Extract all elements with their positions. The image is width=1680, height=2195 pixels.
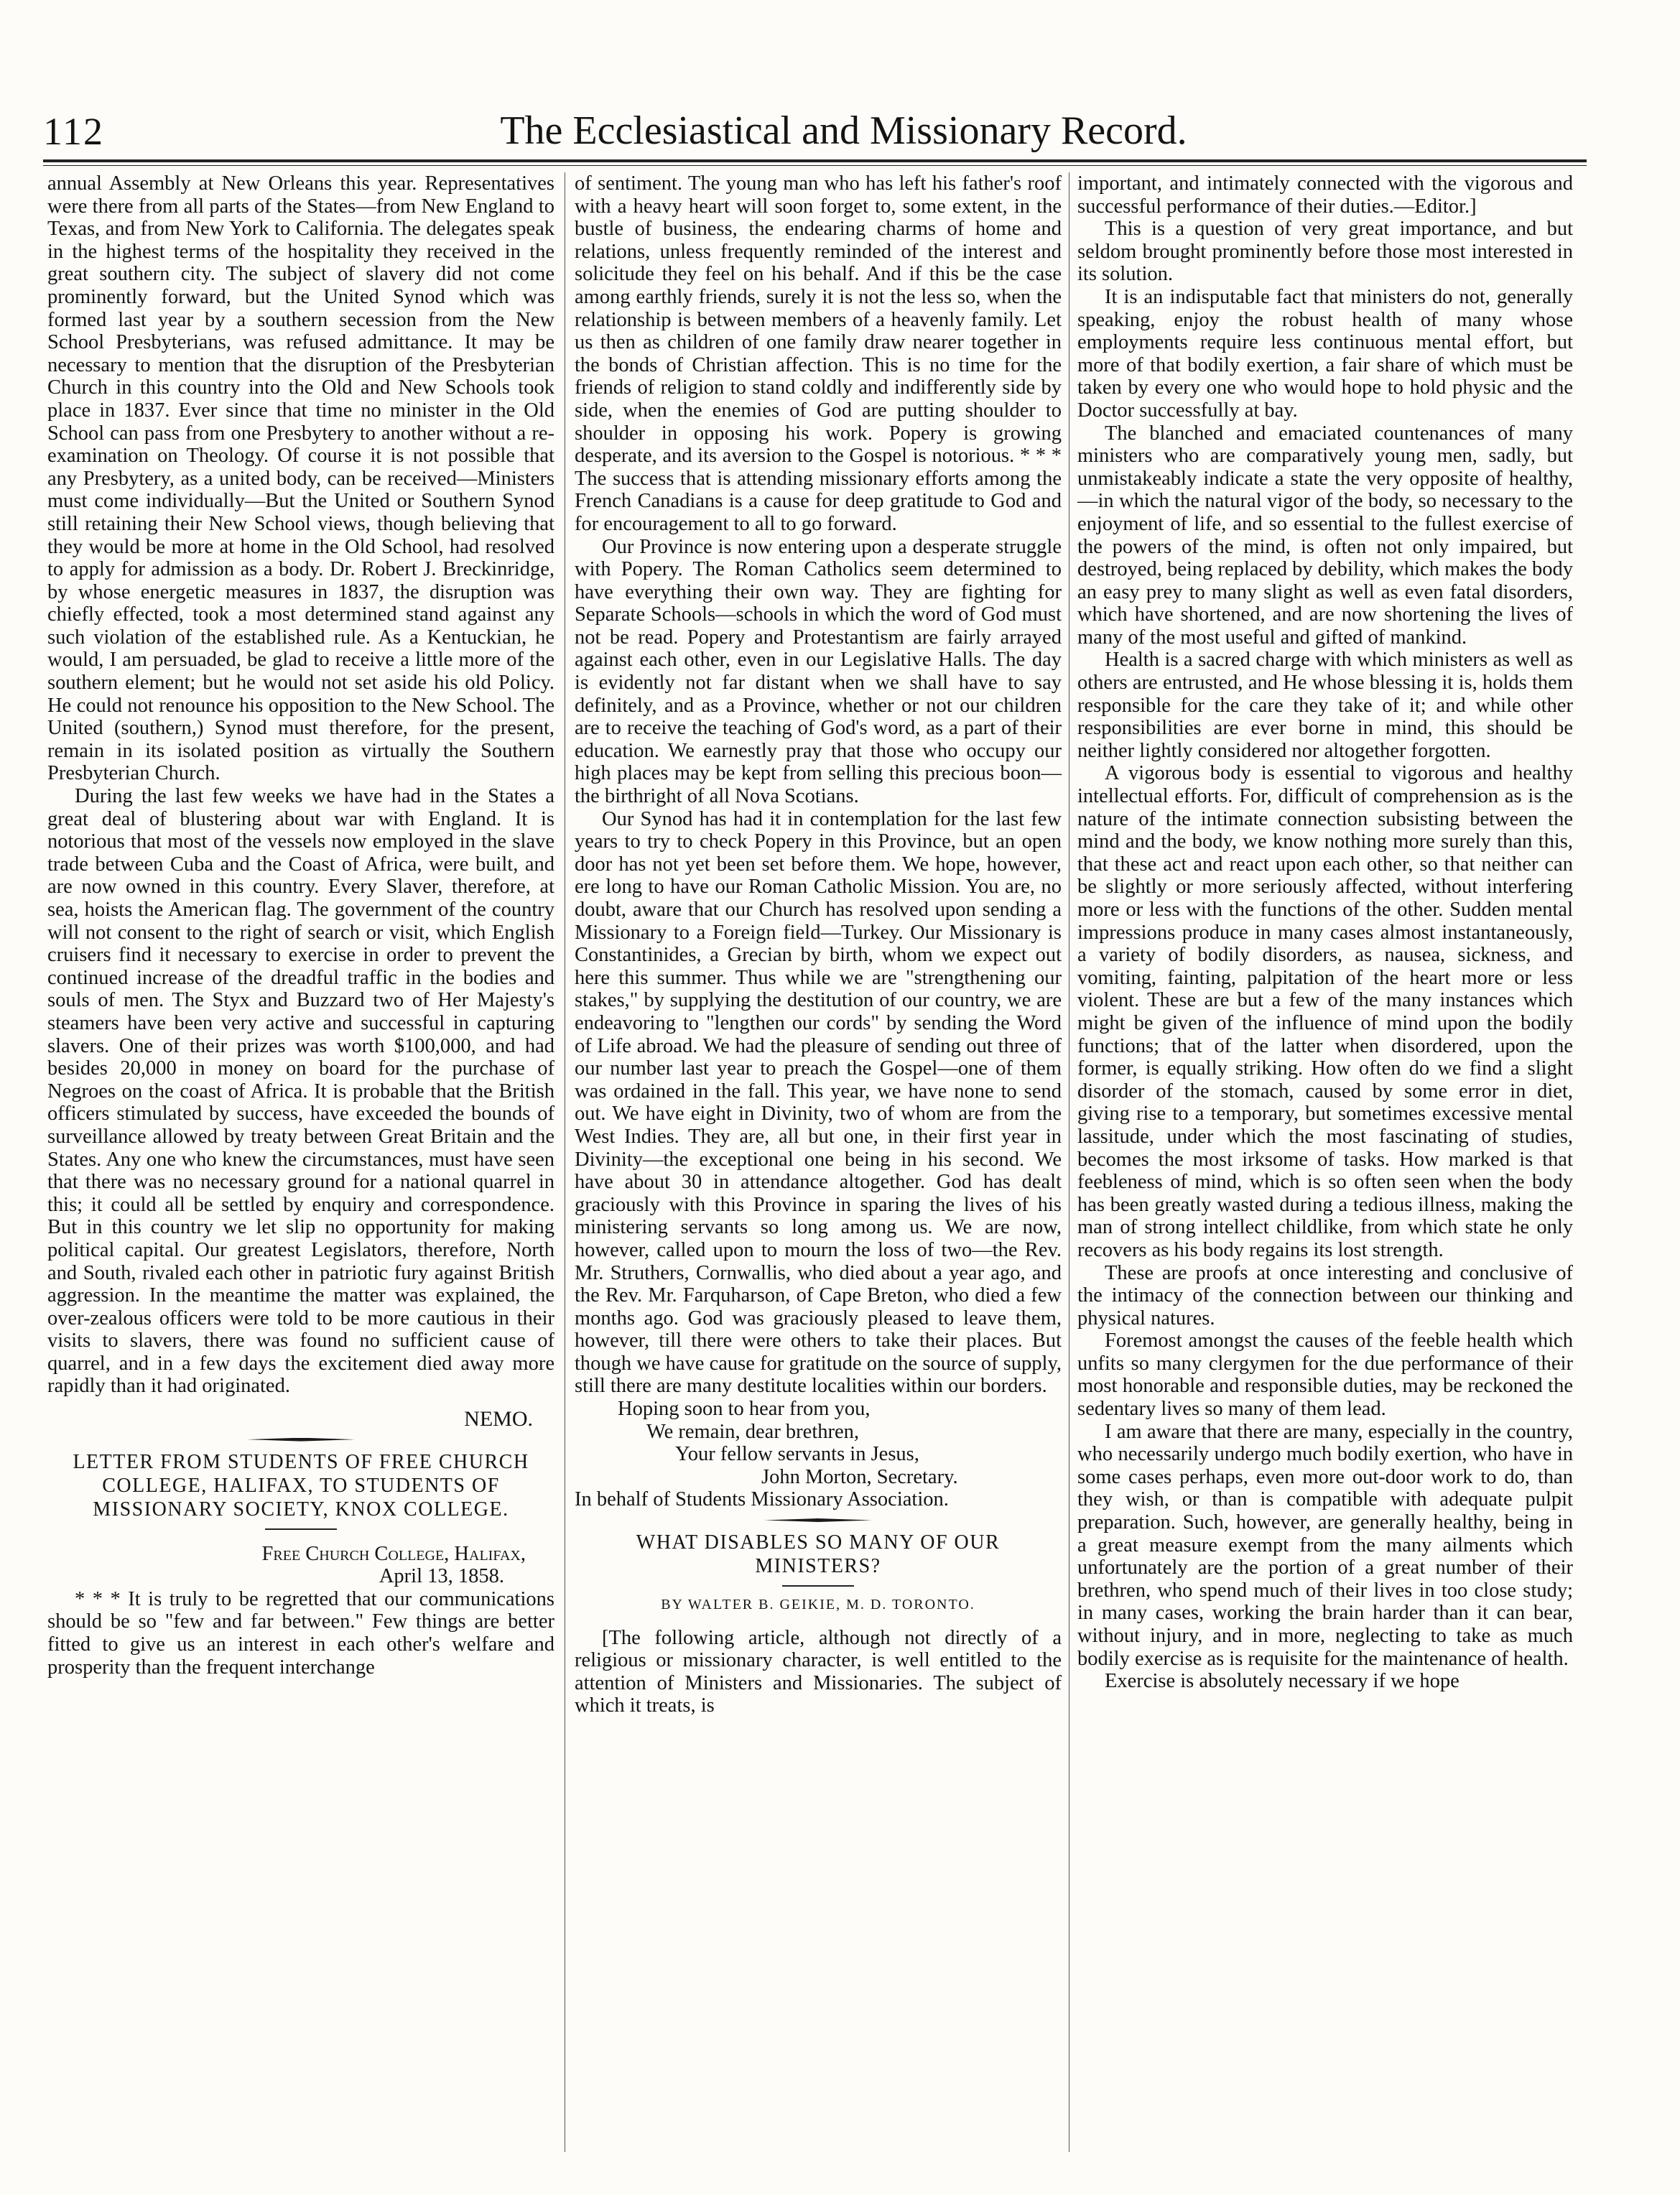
dateline-place: Free Church College, Halifax, <box>261 1542 526 1565</box>
section-ornament <box>247 1438 355 1442</box>
page-number: 112 <box>43 110 104 153</box>
signature: NEMO. <box>464 1407 533 1431</box>
article-title: WHAT DISABLES SO MANY OF OUR MINISTERS? <box>636 1531 1001 1578</box>
paragraph: [The following article, although not directly of a religious or missionary character, is well entitled to the attention of Ministers and Missionaries. The subject of which it treats, is <box>575 1626 1062 1717</box>
closing-line: Hoping soon to hear from you, <box>618 1398 871 1421</box>
dateline-date: April 13, 1858. <box>379 1565 504 1588</box>
paragraph: It is an indisputable fact that ministers do not, generally speaking, enjoy the robust health of many whose employments require less continuous mental effort, but more of that bodily exertion, a fair share of which must be taken by every one who would hope to hold physic and the Doctor successfully at bay. <box>1077 285 1573 422</box>
paragraph: Health is a sacred charge with which ministers as well as others are entrusted, and He whose blessing it is, holds them responsible for the care they take of it; and while other responsibilities are ever borne in mind, this should be neither lightly considered nor altogether forgotten. <box>1077 649 1573 762</box>
letter-closing <box>575 1398 1062 1511</box>
paragraph: Exercise is absolutely necessary if we hope <box>1105 1670 1459 1693</box>
closing-line: Your fellow servants in Jesus, <box>675 1443 919 1466</box>
paragraph: Foremost amongst the causes of the feeble health which unfits so many clergymen for the due performance of their most honorable and responsible duties, may be reckoned the sedentary lives so many of them lead. <box>1077 1329 1573 1421</box>
column-3 <box>1077 172 1573 1693</box>
section-ornament <box>764 1518 872 1522</box>
column-1 <box>47 172 554 1679</box>
paragraph: This is a question of very great importance, and but seldom brought prominently before those most interested in its solution. <box>1077 218 1573 286</box>
byline: BY WALTER B. GEIKIE, M. D. TORONTO. <box>661 1597 975 1613</box>
column-2 <box>575 172 1062 1717</box>
paragraph: Our Synod has had it in contemplation for the last few years to try to check Popery in this Province, but an open door has not yet been set before them. We hope, however, ere long to have our Roman Catholic Mission. You are, no doubt, aware that our Church has resolved upon sending a Missionary to a Foreign field—Turkey. Our Missionary is Constantinides, a Grecian by birth, whom we expect out here this summer. Thus while we are "strengthening our stakes," by supplying the destitution of our country, we are endeavoring to "lengthen our cords" by sending the Word of Life abroad. We had the pleasure of sending out three of our number last year to preach the Gospel—one of them was ordained in the fall. This year, we have none to send out. We have eight in Divinity, two of whom are from the West Indies. They are, all but one, in their first year in Divinity—the exceptional one being in his second. We have about 30 in attendance altogether. God has dealt graciously with this Province in sparing the lives of his ministering servants so long among us. We are now, however, called upon to mourn the loss of two—the Rev. Mr. Struthers, Cornwallis, who died about a year ago, and the Rev. Mr. Farquharson, of Cape Breton, who died a few months ago. God was graciously pleased to leave them, however, till there were others to take their places. But though we have cause for gratitude on the source of supply, still there are many destitute localities within our borders. <box>575 807 1062 1398</box>
paragraph: A vigorous body is essential to vigorous and healthy intellectual efforts. For, difficult of comprehension as is the nature of the intimate connection subsisting between the mind and the body, we know nothing more surely than this, that these act and react upon each other, so that neither can be slightly or more seriously affected, without interfering more or less with the functions of the other. Sudden mental impressions produce in many cases almost instantaneously, a variety of bodily disorders, as nausea, sickness, and vomiting, fainting, palpitation of the heart more or less violent. These are but a few of the many instances which might be given of the influence of mind upon the bodily functions; that of the latter when disordered, upon the former, is equally striking. How often do we find a slight disorder of the stomach, caused by some error in diet, giving rise to a temporary, but sometimes excessive mental lassitude, under which the most fascinating of studies, becomes the most irksome of tasks. How marked is that feebleness of mind, which is so often seen when the body has been greatly wasted during a tedious illness, making the man of strong intellect childlike, from which state he only recovers as his body regains its lost strength. <box>1077 762 1573 1261</box>
closing-line: In behalf of Students Missionary Association. <box>575 1488 949 1511</box>
header-rule <box>43 159 1587 166</box>
closing-line: We remain, dear brethren, <box>646 1420 860 1443</box>
running-title: The Ecclesiastical and Missionary Record. <box>500 108 1187 153</box>
paragraph: Our Province is now entering upon a desperate struggle with Popery. The Roman Catholics seem determined to have everything their own way. They are fighting for Separate Schools—schools in which the word of God must not be read. Popery and Protestantism are fairly arrayed against each other, even in our Legislative Halls. The day is evidently not far distant when we shall have to say definitely, and as a Province, whether or not our children are to receive the teaching of God's word, as a part of their education. We earnestly pray that those who occupy our high places may be kept from selling this precious boon—the birthright of all Nova Scotians. <box>575 535 1062 808</box>
paragraph: annual Assembly at New Orleans this year. Representatives were there from all parts of the States—from New England to Texas, and from New York to California. The delegates speak in the highest terms of the hospitality they received in the great southern city. The subject of slavery did not come prominently forward, but the United Synod which was formed last year by a southern secession from the New School Presbyterians, was refused admittance. It may be necessary to mention that the disruption of the Presbyterian Church in this country into the Old and New Schools took place in 1837. Ever since that time no minister in the Old School can pass from one Presbytery to another without a re-examination on Theology. Of course it is not possible that any Presbytery, as a united body, can be received—Ministers must come individually—But the United or Southern Synod still retaining their New School views, though believing that they would be more at home in the Old School, had resolved to apply for admission as a body. Dr. Robert J. Breckinridge, by whose energetic measures in 1837, the disruption was chiefly effected, took a most determined stand against any such violation of the established rule. As a Kentuckian, he would, I am persuaded, be glad to receive a little more of the southern element; but he would not set aside his old Policy. He could not renounce his opposition to the New School. The United (southern,) Synod must therefore, for the present, remain in its isolated position as virtually the Southern Presbyterian Church. <box>47 172 554 785</box>
page-header <box>43 108 1572 154</box>
paragraph: * * * It is truly to be regretted that our communications should be so "few and far between." Few things are better fitted to give us an interest in each other's welfare and prosperity than the frequent interchange <box>47 1587 554 1679</box>
closing-signature: John Morton, Secretary. <box>761 1465 958 1488</box>
title-rule <box>265 1528 337 1530</box>
paragraph: important, and intimately connected with the vigorous and successful performance of their duties.—Editor.] <box>1077 172 1573 218</box>
paragraph: I am aware that there are many, especially in the country, who necessarily undergo much bodily exertion, who have in some cases perhaps, even more out-door work to do, than they wish, or than is compatible with adequate pulpit preparation. Such, however, are generally healthy, being in a great measure exempt from the many ailments which unfortunately are the portion of a great number of their brethren, who spend much of their lives in too close study; in many cases, working the brain harder than it can bear, without injury, and in more, neglecting to take as much bodily exercise as is requisite for the maintenance of health. <box>1077 1420 1573 1670</box>
title-rule <box>782 1585 854 1587</box>
letter-title: LETTER FROM STUDENTS OF FREE CHURCH COLLEGE, HALIFAX, TO STUDENTS OF MISSIONARY SOCIETY, KNOX COLLEGE. <box>73 1450 529 1521</box>
paragraph: of sentiment. The young man who has left his father's roof with a heavy heart will soon forget to, some extent, in the bustle of business, the endearing charms of home and relations, unless frequently reminded of the interest and solicitude they feel on his behalf. And if this be the case among earthly friends, surely it is not the less so, when the relationship is between members of a heavenly family. Let us then as children of one family draw nearer together in the bonds of Christian affection. This is no time for the friends of religion to stand coldly and indifferently side by side, when the enemies of God are putting shoulder to shoulder in opposing his work. Popery is growing desperate, and its aversion to the Gospel is notorious. * * * The success that is attending missionary efforts among the French Canadians is a cause for deep gratitude to God and for encouragement to all to go forward. <box>575 172 1062 535</box>
paragraph: These are proofs at once interesting and conclusive of the intimacy of the connection between our thinking and physical natures. <box>1077 1261 1573 1329</box>
paragraph: The blanched and emaciated countenances of many ministers who are comparatively young men, sadly, but unmistakeably indicate a state the very opposite of healthy,—in which the natural vigor of the body, so necessary to the enjoyment of life, and so essential to the fullest exercise of the powers of the mind, is often not only impaired, but destroyed, being replaced by debility, which makes the body an easy prey to many slight as well as even fatal disorders, which have shortened, and are now shortening the lives of many of the most useful and gifted of mankind. <box>1077 422 1573 649</box>
paragraph: During the last few weeks we have had in the States a great deal of blustering about war with England. It is notorious that most of the vessels now employed in the slave trade between Cuba and the Coast of Africa, were built, and are now owned in this country. Every Slaver, therefore, at sea, hoists the American flag. The government of the country will not consent to the right of search or visit, which English cruisers find it necessary to exercise in order to prevent the continued increase of the dreadful traffic in the bodies and souls of men. The Styx and Buzzard two of Her Majesty's steamers have been very active and successful in capturing slavers. One of their prizes was worth $100,000, and had besides 20,000 in money on board for the purchase of Negroes on the coast of Africa. It is probable that the British officers stimulated by success, have exceeded the bounds of surveillance allowed by treaty between Great Britain and the States. Any one who knew the circumstances, must have seen that there was no necessary ground for a national quarrel in this; it could all be settled by enquiry and correspondence. But in this country we let slip no opportunity for making political capital. Our greatest Legislators, therefore, North and South, rivaled each other in patriotic fury against British aggression. In the meantime the matter was explained, the over-zealous officers were told to be more cautious in their visits to slavers, there was found no sufficient cause of quarrel, and in a few days the excitement died away more rapidly than it had originated. <box>47 785 554 1398</box>
